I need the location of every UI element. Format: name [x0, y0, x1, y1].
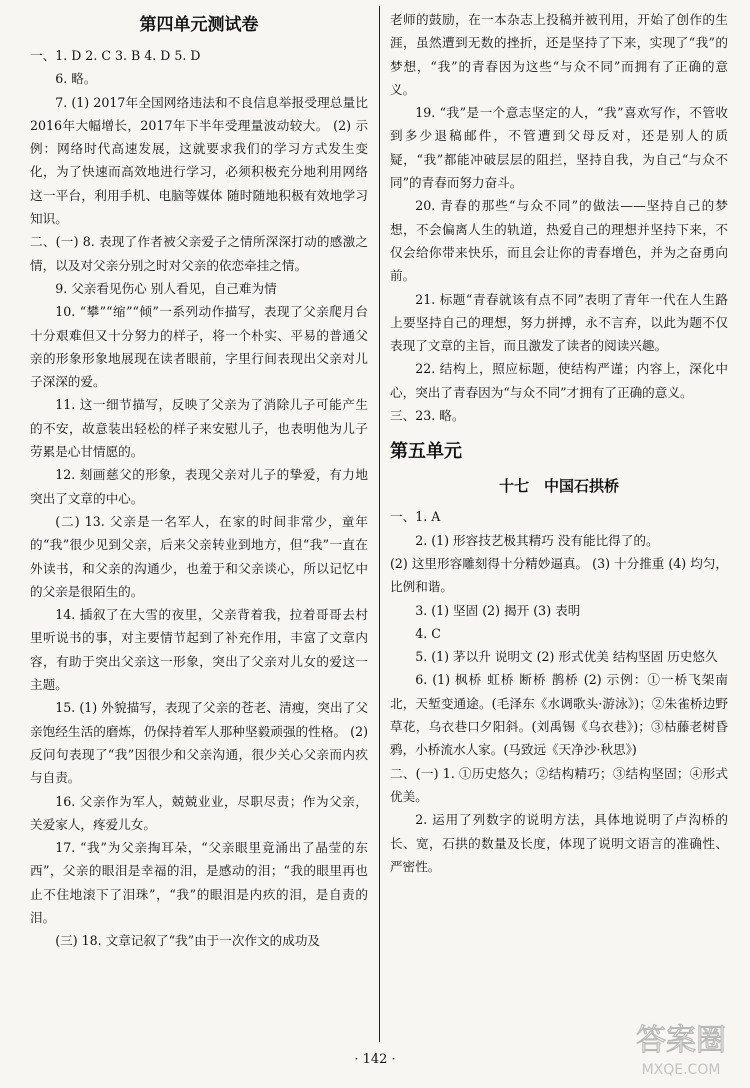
answer-paragraph: 6. 略。 [55, 71, 97, 87]
answer-paragraph: 3. (1) 坚固 (2) 揭开 (3) 表明 [415, 602, 581, 618]
answer-paragraph: 老师的鼓励，在一本杂志上投稿并被刊用，开始了创作的生涯，虽然遭到无数的挫折，还是坚持了下来，实现了“我”的梦想，“我”的青春因为这些“与众不同”而拥有了正确的意义。 [390, 12, 728, 97]
svg-text:MXQE.COM: MXQE.COM [641, 1062, 721, 1078]
right-answer-list-bottom [390, 505, 728, 878]
answer-paragraph: 9. 父亲看见伤心 别人看见，自己难为情 [55, 280, 277, 296]
answer-paragraph: 21. 标题“青春就该有点不同”表明了青年一代在人生路上要坚持自己的理想，努力拼搏，永不言弃，以此为题不仅表现了文章的主旨，而且激发了读者的阅读兴趣。 [390, 291, 728, 354]
answer-paragraph: 20. 青春的那些“与众不同”的做法——坚持自己的梦想，不会偏离人生的轨道，热爱自己的理想并坚持下来，不仅会给你带来快乐，而且会让你的青春增色，并为之奋勇向前。 [390, 198, 728, 284]
answer-paragraph: 11. 这一细节描写，反映了父亲为了消除儿子可能产生的不安，故意装出轻松的样子来安慰儿子，也表明他为儿子劳累是心甘情愿的。 [30, 397, 368, 460]
answer-paragraph: 一、1. A [390, 509, 441, 525]
answer-paragraph: 19. “我”是一个意志坚定的人，“我”喜欢写作，不管收到多少退稿邮件，不管遭到父母反对，还是别人的质疑，“我”都能冲破层层的阻拦，坚持自我，为自己“与众不同”的青春而努力奋斗。 [390, 105, 728, 191]
answer-paragraph: 三、23. 略。 [390, 408, 465, 424]
right-answer-list-top [390, 8, 728, 427]
answer-paragraph: 4. C [415, 625, 441, 641]
column-divider [379, 6, 380, 1042]
answer-paragraph: 17. “我”为父亲掏耳朵，“父亲眼里竟涌出了晶莹的东西”，父亲的眼泪是幸福的泪，是感动的泪；“我的眼里再也止不住地滚下了泪珠”，“我”的眼泪是内疚的泪，是自责的泪。 [30, 840, 368, 925]
svg-text:答案圈: 答案圈 [636, 1023, 726, 1058]
answer-paragraph: 一、1. D 2. C 3. B 4. D 5. D [30, 48, 201, 63]
answer-paragraph: 22. 结构上，照应标题，使结构严谨；内容上，深化中心，突出了青春因为“与众不同”才拥有了正确的意义。 [390, 361, 728, 400]
answer-paragraph: 5. (1) 茅以升 说明文 (2) 形式优美 结构坚固 历史悠久 [415, 649, 718, 665]
answer-paragraph: 10. “攀”“缩”“倾”一系列动作描写，表现了父亲爬月台十分艰难但又十分努力的样子，将一个朴实、平易的普通父亲的形象形象地展现在读者眼前，字里行间表现出父亲对儿子深深的爱。 [30, 304, 368, 390]
answer-paragraph: (三) 18. 文章记叙了“我”由于一次作文的成功及 [55, 933, 321, 949]
answer-paragraph: 15. (1) 外貌描写，表现了父亲的苍老、清瘦，突出了父亲饱经生活的磨炼，仍保持着军人那种坚毅顽强的性格。 (2) 反问句表现了“我”因很少和父亲沟通，很少关心父亲而内疚与自责。 [30, 700, 368, 786]
answer-paragraph: 16. 父亲作为军人，兢兢业业，尽职尽责；作为父亲，关爱家人，疼爱儿女。 [30, 793, 368, 832]
page-number: · 142 · [354, 1052, 396, 1067]
answer-paragraph: 6. (1) 枫桥 虹桥 断桥 鹊桥 (2) 示例：①一桥飞架南北，天堑变通途。(毛泽东《水调歌头·游泳》)；②朱雀桥边野草花，乌衣巷口夕阳斜。(刘禹锡《乌衣巷》)；③枯藤老树昏鸦，小桥流水人家。(马致远《天净沙·秋思》) [390, 672, 728, 758]
unit-test-title: 第四单元测试卷 [139, 15, 259, 35]
answer-paragraph: 7. (1) 2017年全国网络违法和不良信息举报受理总量比2016年大幅增长，2017年下半年受理量波动较大。 (2) 示例：网络时代高速发展，这就要求我们的学习方式发生变化，为了快速而高效地进行学习，必须积极充分地利用网络这一平台，利用手机、电脑等媒体 随时随地积极有效地学习知识。 [30, 94, 368, 227]
answer-paragraph: (2) 这里形容雕刻得十分精妙逼真。 (3) 十分推重 (4) 均匀，比例和谐。 [390, 555, 729, 595]
left-answer-list [30, 44, 368, 953]
answer-paragraph: 2. 运用了列数字的说明方法，具体地说明了卢沟桥的长、宽，石拱的数量及长度，体现了说明文语言的准确性、严密性。 [390, 812, 728, 874]
unit-five-heading: 第五单元 [390, 441, 462, 463]
lesson-title: 十七 中国石拱桥 [498, 477, 619, 496]
left-column [30, 8, 368, 953]
answer-paragraph: 二、(一) 8. 表现了作者被父亲爱子之情所深深打动的感激之情，以及对父亲分别之时对父亲的依恋牵挂之情。 [30, 234, 368, 273]
site-watermark-logo [616, 1010, 746, 1082]
right-column [390, 8, 728, 878]
answer-paragraph: 12. 刻画慈父的形象，表现父亲对儿子的挚爱，有力地突出了文章的中心。 [30, 467, 368, 506]
answer-paragraph: 二、(一) 1. ①历史悠久；②结构精巧；③结构坚固；④形式优美。 [390, 765, 728, 804]
answer-paragraph: 2. (1) 形容技艺极其精巧 没有能比得了的。 [415, 532, 659, 548]
answer-paragraph: (二) 13. 父亲是一名军人，在家的时间非常少，童年的“我”很少见到父亲，后来父亲转业到地方，但“我”一直在外读书，和父亲的沟通少，也羞于和父亲谈心，所以记忆中的父亲是很陌生的。 [30, 513, 368, 599]
answer-paragraph: 14. 插叙了在大雪的夜里，父亲背着我，拉着哥哥去村里听说书的事，对主要情节起到了补充作用，丰富了文章内容，有助于突出父亲这一形象，突出了父亲对儿女的爱这一主题。 [30, 607, 368, 693]
